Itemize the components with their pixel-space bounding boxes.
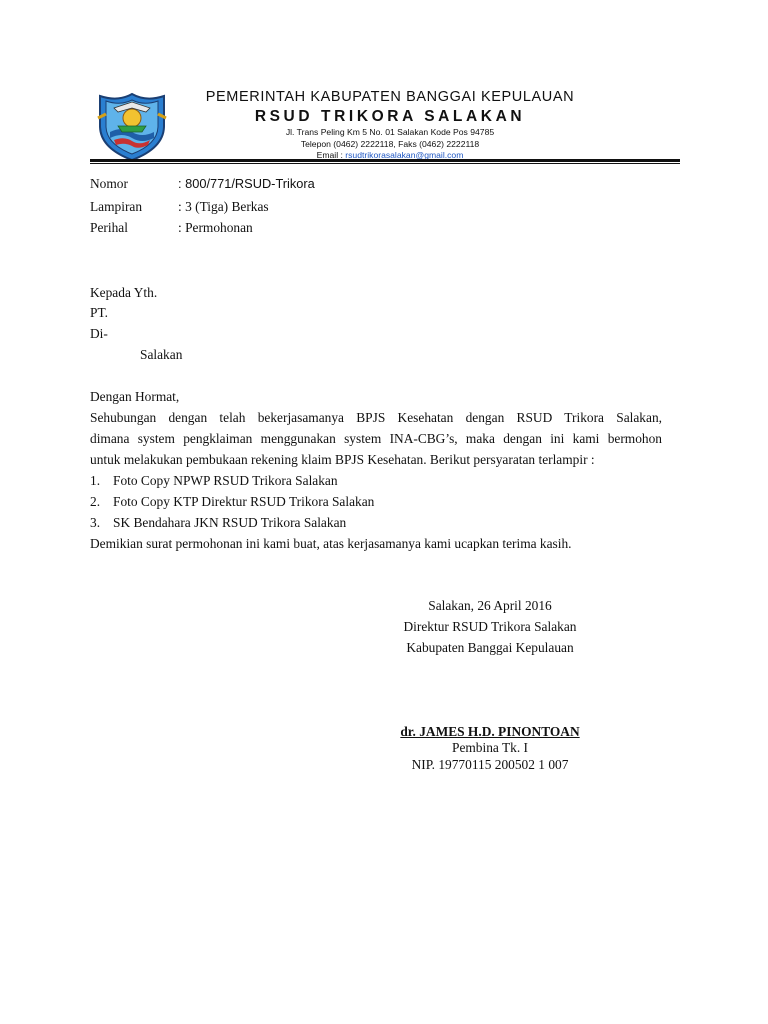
lampiran-row: [90, 199, 269, 215]
greeting: Dengan Hormat,: [90, 389, 180, 404]
list-number: 2.: [90, 494, 101, 509]
hospital-name: RSUD TRIKORA SALAKAN: [254, 108, 526, 125]
nomor-value: : 800/771/RSUD-Trikora: [178, 176, 315, 191]
recipient-line-3: Di-: [90, 326, 108, 341]
letterhead-divider: [90, 159, 680, 164]
list-item: [90, 494, 374, 510]
list-number: 1.: [90, 473, 101, 488]
perihal-label: Perihal: [90, 220, 128, 235]
recipient-city: Salakan: [140, 347, 183, 362]
hospital-phone: Telepon (0462) 2222118, Faks (0462) 2222118: [300, 138, 480, 149]
paragraph-line-2: dimana system pengklaiman menggunakan system INA-CBG’s, maka dengan ini kami bermohon: [90, 431, 662, 446]
hospital-address: Jl. Trans Peling Km 5 No. 01 Salakan Kode Pos 94785: [285, 127, 495, 137]
paragraph-line-1: Sehubungan dengan telah bekerjasamanya BPJS Kesehatan dengan RSUD Trikora Salakan,: [90, 410, 662, 425]
signature-position: Direktur RSUD Trikora Salakan: [403, 619, 577, 634]
list-text: Foto Copy KTP Direktur RSUD Trikora Salakan: [113, 494, 375, 509]
regency-emblem-icon: [92, 88, 172, 162]
signatory-nip: NIP. 19770115 200502 1 007: [411, 757, 569, 772]
perihal-value: : Permohonan: [178, 220, 253, 235]
email-label: Email :: [316, 150, 346, 160]
nomor-label: Nomor: [90, 176, 128, 191]
signature-place-date: Salakan, 26 April 2016: [428, 598, 552, 613]
lampiran-value: : 3 (Tiga) Berkas: [178, 199, 269, 214]
letterhead: [180, 88, 600, 162]
lampiran-label: Lampiran: [90, 199, 143, 214]
email-link[interactable]: rsudtrikorasalakan@gmail.com: [345, 150, 464, 160]
closing-sentence: Demikian surat permohonan ini kami buat, atas kerjasamanya kami ucapkan terima kasih.: [90, 536, 572, 551]
perihal-row: [90, 220, 253, 236]
signatory-name: dr. JAMES H.D. PINONTOAN: [400, 724, 580, 739]
list-text: SK Bendahara JKN RSUD Trikora Salakan: [113, 515, 347, 530]
list-text: Foto Copy NPWP RSUD Trikora Salakan: [113, 473, 338, 488]
signatory-rank: Pembina Tk. I: [452, 740, 528, 755]
recipient-line-1: Kepada Yth.: [90, 285, 158, 300]
list-item: [90, 515, 346, 531]
paragraph-line-3: untuk melakukan pembukaan rekening klaim BPJS Kesehatan. Berikut persyaratan terlampir :: [90, 452, 595, 467]
signature-region: Kabupaten Banggai Kepulauan: [406, 640, 574, 655]
government-name: PEMERINTAH KABUPATEN BANGGAI KEPULAUAN: [205, 89, 575, 105]
nomor-row: [90, 176, 315, 192]
list-item: [90, 473, 338, 489]
recipient-line-2: PT.: [90, 305, 108, 320]
list-number: 3.: [90, 515, 101, 530]
